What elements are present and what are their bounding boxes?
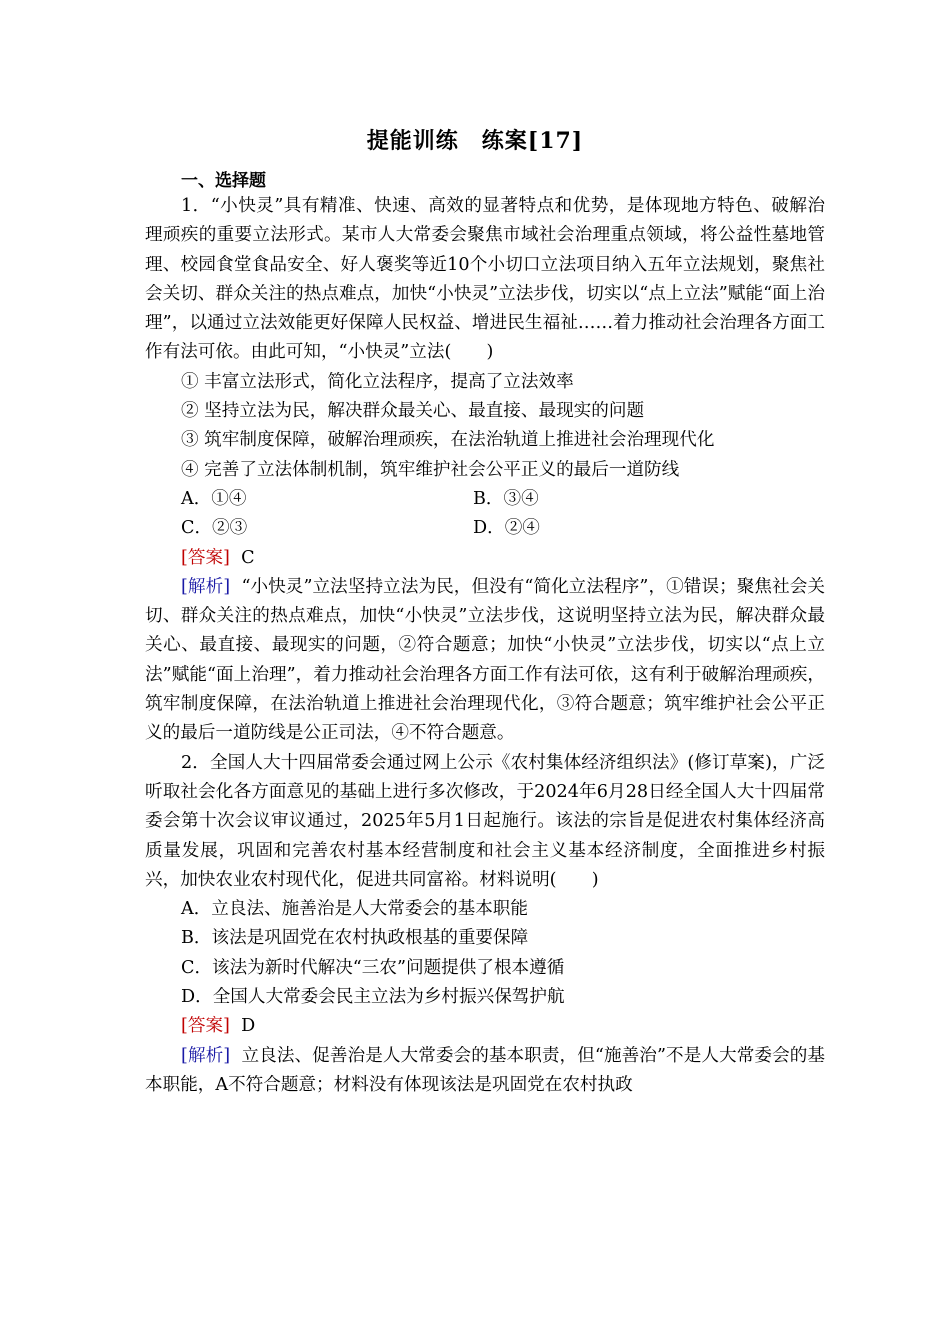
q1-choice-c: C．②③ [181,518,248,539]
q2-analysis-text: 立良法、促善治是人大常委会的基本职责，但“施善治”不是人大常委会的基本职能，A不符合题意；材料没有体现该法是巩固党在农村执政 [145,1045,826,1095]
q1-stem: 1．“小快灵”具有精准、快速、高效的显著特点和优势，是体现地方特色、破解治理顽疾的重要立法形式。某市人大常委会聚焦市域社会治理重点领域，将公益性墓地管理、校园食堂食品安全、好人褒奖等近10个小切口立法项目纳入五年立法规划，聚焦社会关切、群众关注的热点难点，加快“小快灵”立法步伐，切实以“点上立法”赋能“面上治理”，以通过立法效能更好保障人民权益、增进民生福祉……着力推动社会治理各方面工作有法可依。由此可知，“小快灵”立法( ) [145,196,825,363]
q1-choices-row-1 [145,485,825,514]
page-title: 提能训练 练案[17] [366,128,584,154]
q1-analysis-label: [解析] [181,576,231,597]
q1-choice-b: B．③④ [473,488,539,509]
q2-choice-b: B．该法是巩固党在农村执政根基的重要保障 [181,928,529,949]
q2-choice-c: C．该法为新时代解决“三农”问题提供了根本遵循 [181,957,565,978]
q2-answer-value: D [241,1016,256,1037]
q1-choices-row-2 [145,514,825,543]
q2-analysis-label: [解析] [181,1045,231,1066]
q2-choice-a: A．立良法、施善治是人大常委会的基本职能 [181,899,528,920]
document-body [145,192,825,1100]
q2-analysis [145,1042,825,1101]
q1-item-3: ③ 筑牢制度保障，破解治理顽疾，在法治轨道上推进社会治理现代化 [181,430,715,451]
q2-choice-d: D．全国人大常委会民主立法为乡村振兴保驾护航 [181,987,565,1008]
q2-stem: 2．全国人大十四届常委会通过网上公示《农村集体经济组织法》(修订草案)，广泛听取社会化各方面意见的基础上进行多次修改，于2024年6月28日经全国人大十四届常委会第十次会议审议通过，2025年5月1日起施行。该法的宗旨是促进农村集体经济高质量发展，巩固和完善农村基本经营制度和社会主义基本经济制度，全面推进乡村振兴，加快农业农村现代化，促进共同富裕。材料说明( ) [145,752,825,890]
q1-analysis [145,573,825,749]
q1-analysis-text: “小快灵”立法坚持立法为民，但没有“简化立法程序”，①错误；聚焦社会关切、群众关注的热点难点，加快“小快灵”立法步伐，这说明坚持立法为民，解决群众最关心、最直接、最现实的问题，②符合题意；加快“小快灵”立法步伐，切实以“点上立法”赋能“面上治理”，着力推动社会治理各方面工作有法可依，这有利于破解治理顽疾，筑牢制度保障，在法治轨道上推进社会治理现代化，③符合题意；筑牢维护社会公平正义的最后一道防线是公正司法，④不符合题意。 [145,576,826,744]
q1-choice-d: D．②④ [473,518,540,539]
q2-answer-label: [答案] [181,1016,230,1037]
q1-answer-label: [答案] [181,547,230,568]
q1-item-2: ② 坚持立法为民，解决群众最关心、最直接、最现实的问题 [181,401,645,422]
q1-answer [145,544,825,573]
section-heading: 一、选择题 [181,171,266,191]
q1-item-4: ④ 完善了立法体制机制，筑牢维护社会公平正义的最后一道防线 [181,459,680,480]
q1-answer-value: C [241,547,255,568]
q2-answer [145,1012,825,1041]
q1-choice-a: A．①④ [181,488,247,509]
q1-item-1: ① 丰富立法形式，简化立法程序，提高了立法效率 [181,371,574,392]
